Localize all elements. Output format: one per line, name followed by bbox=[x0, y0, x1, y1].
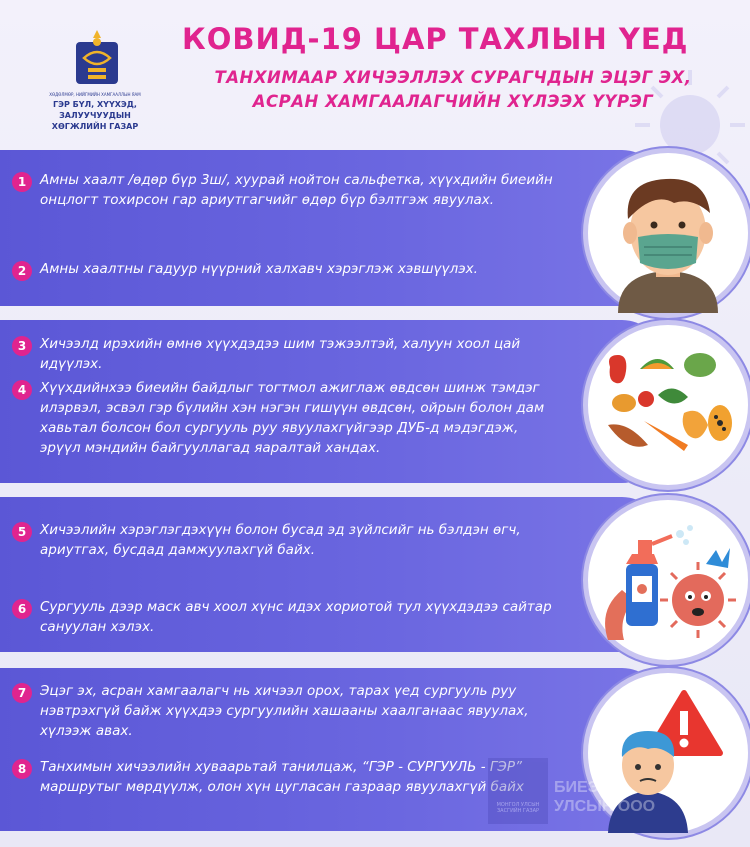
item-text: Эцэг эх, асран хамгаалагч нь хичээл орох, тарах үед сургууль руу нэвтрэхгүй байж хүүхдээ сургуулийн хашааны хаалганаас явуулах, хүлээж авах. bbox=[40, 683, 529, 739]
watermark-emblem-icon bbox=[488, 758, 548, 824]
item-number: 2 bbox=[12, 261, 32, 281]
logo-ministry-text: ХӨДӨЛМӨР, НИЙГМИЙН ХАМГААЛЛЫН ЯАМ bbox=[49, 92, 141, 97]
soyombo-emblem-icon bbox=[74, 28, 120, 86]
watermark-text bbox=[554, 778, 655, 816]
vegetables-icon bbox=[588, 325, 748, 485]
item-number: 7 bbox=[12, 683, 32, 703]
panel-1-image bbox=[583, 148, 750, 318]
item-text: Сургууль дээр маск авч хоол хүнс идэх хориотой тул хүүхдэдээ сайтар сануулан хэлэх. bbox=[40, 599, 552, 635]
watermark-line1: БИЕЭ bbox=[554, 779, 600, 796]
item-text: Хичээлд ирэхийн өмнө хүүхдэдээ шим тэжээлтэй, халуун хоол цай идүүлэх. bbox=[40, 336, 521, 372]
watermark-line2: УЛСЫН ООО bbox=[554, 798, 656, 815]
organization-logo bbox=[30, 28, 160, 132]
page-title: КОВИД-19 ЦАР ТАХЛЫН ҮЕД bbox=[182, 22, 689, 56]
panel-3-image bbox=[583, 495, 750, 665]
item-text: Амны хаалт /өдөр бүр 3ш/, хуурай нойтон сальфетка, хүүхдийн биеийн онцлогт тохирсон гар ариутгагчийг өдөр бүр бэлтгэж явуулах. bbox=[40, 172, 553, 208]
subtitle-line2: АСРАН ХАМГААЛАГЧИЙН ХҮЛЭЭХ ҮҮРЭГ bbox=[252, 92, 654, 111]
subtitle-line1: ТАНХИМААР ХИЧЭЭЛЛЭХ СУРАГЧДЫН ЭЦЭГ ЭХ, bbox=[214, 68, 692, 87]
item-number: 8 bbox=[12, 759, 32, 779]
watermark-small-text: МОНГОЛ УЛСЫН ЗАСГИЙН ГАЗАР bbox=[496, 802, 540, 814]
item-number: 4 bbox=[12, 380, 32, 400]
item-number: 6 bbox=[12, 599, 32, 619]
watermark bbox=[488, 758, 738, 828]
masked-boy-icon bbox=[588, 153, 748, 313]
item-number: 5 bbox=[12, 522, 32, 542]
item-text: Амны хаалтны гадуур нүүрний халхавч хэрэглэж хэвшүүлэх. bbox=[40, 261, 478, 277]
item-text: Хүүхдийнхээ биеийн байдлыг тогтмол ажиглаж өвдсөн шинж тэмдэг илэрвэл, эсвэл гэр бүлийн хэн нэгэн гишүүн өвдсөн, ойрын болон дам хавьтал болсон бол сургууль руу явуулахгүйгээр ДУБ-д мэдэгдэж, эрүүл мэндийн байгууллагад яаралтай хандах. bbox=[40, 380, 545, 456]
item-number: 3 bbox=[12, 336, 32, 356]
panel-2-image bbox=[583, 320, 750, 490]
item-text: Танхимын хичээлийн хуваарьтай танилцаж, “ГЭР - СУРГУУЛЬ - ГЭР” маршрутыг мөрдүүлж, олон хүн цугласан газраар явуулахгүй байх bbox=[40, 759, 524, 795]
sanitizer-virus-icon bbox=[588, 500, 748, 660]
item-number: 1 bbox=[12, 172, 32, 192]
item-text: Хичээлийн хэрэглэгдэхүүн болон бусад эд зүйлсийг нь бэлдэн өгч, ариутгах, бусдад дамжуулахгүй байх. bbox=[40, 522, 521, 558]
page-subtitle bbox=[168, 66, 738, 114]
logo-org-line1: ГЭР БҮЛ, ХҮҮХЭД, ЗАЛУУЧУУДЫН bbox=[53, 100, 137, 120]
logo-org-line2: ХӨГЖЛИЙН ГАЗАР bbox=[51, 122, 139, 131]
header bbox=[0, 0, 750, 140]
